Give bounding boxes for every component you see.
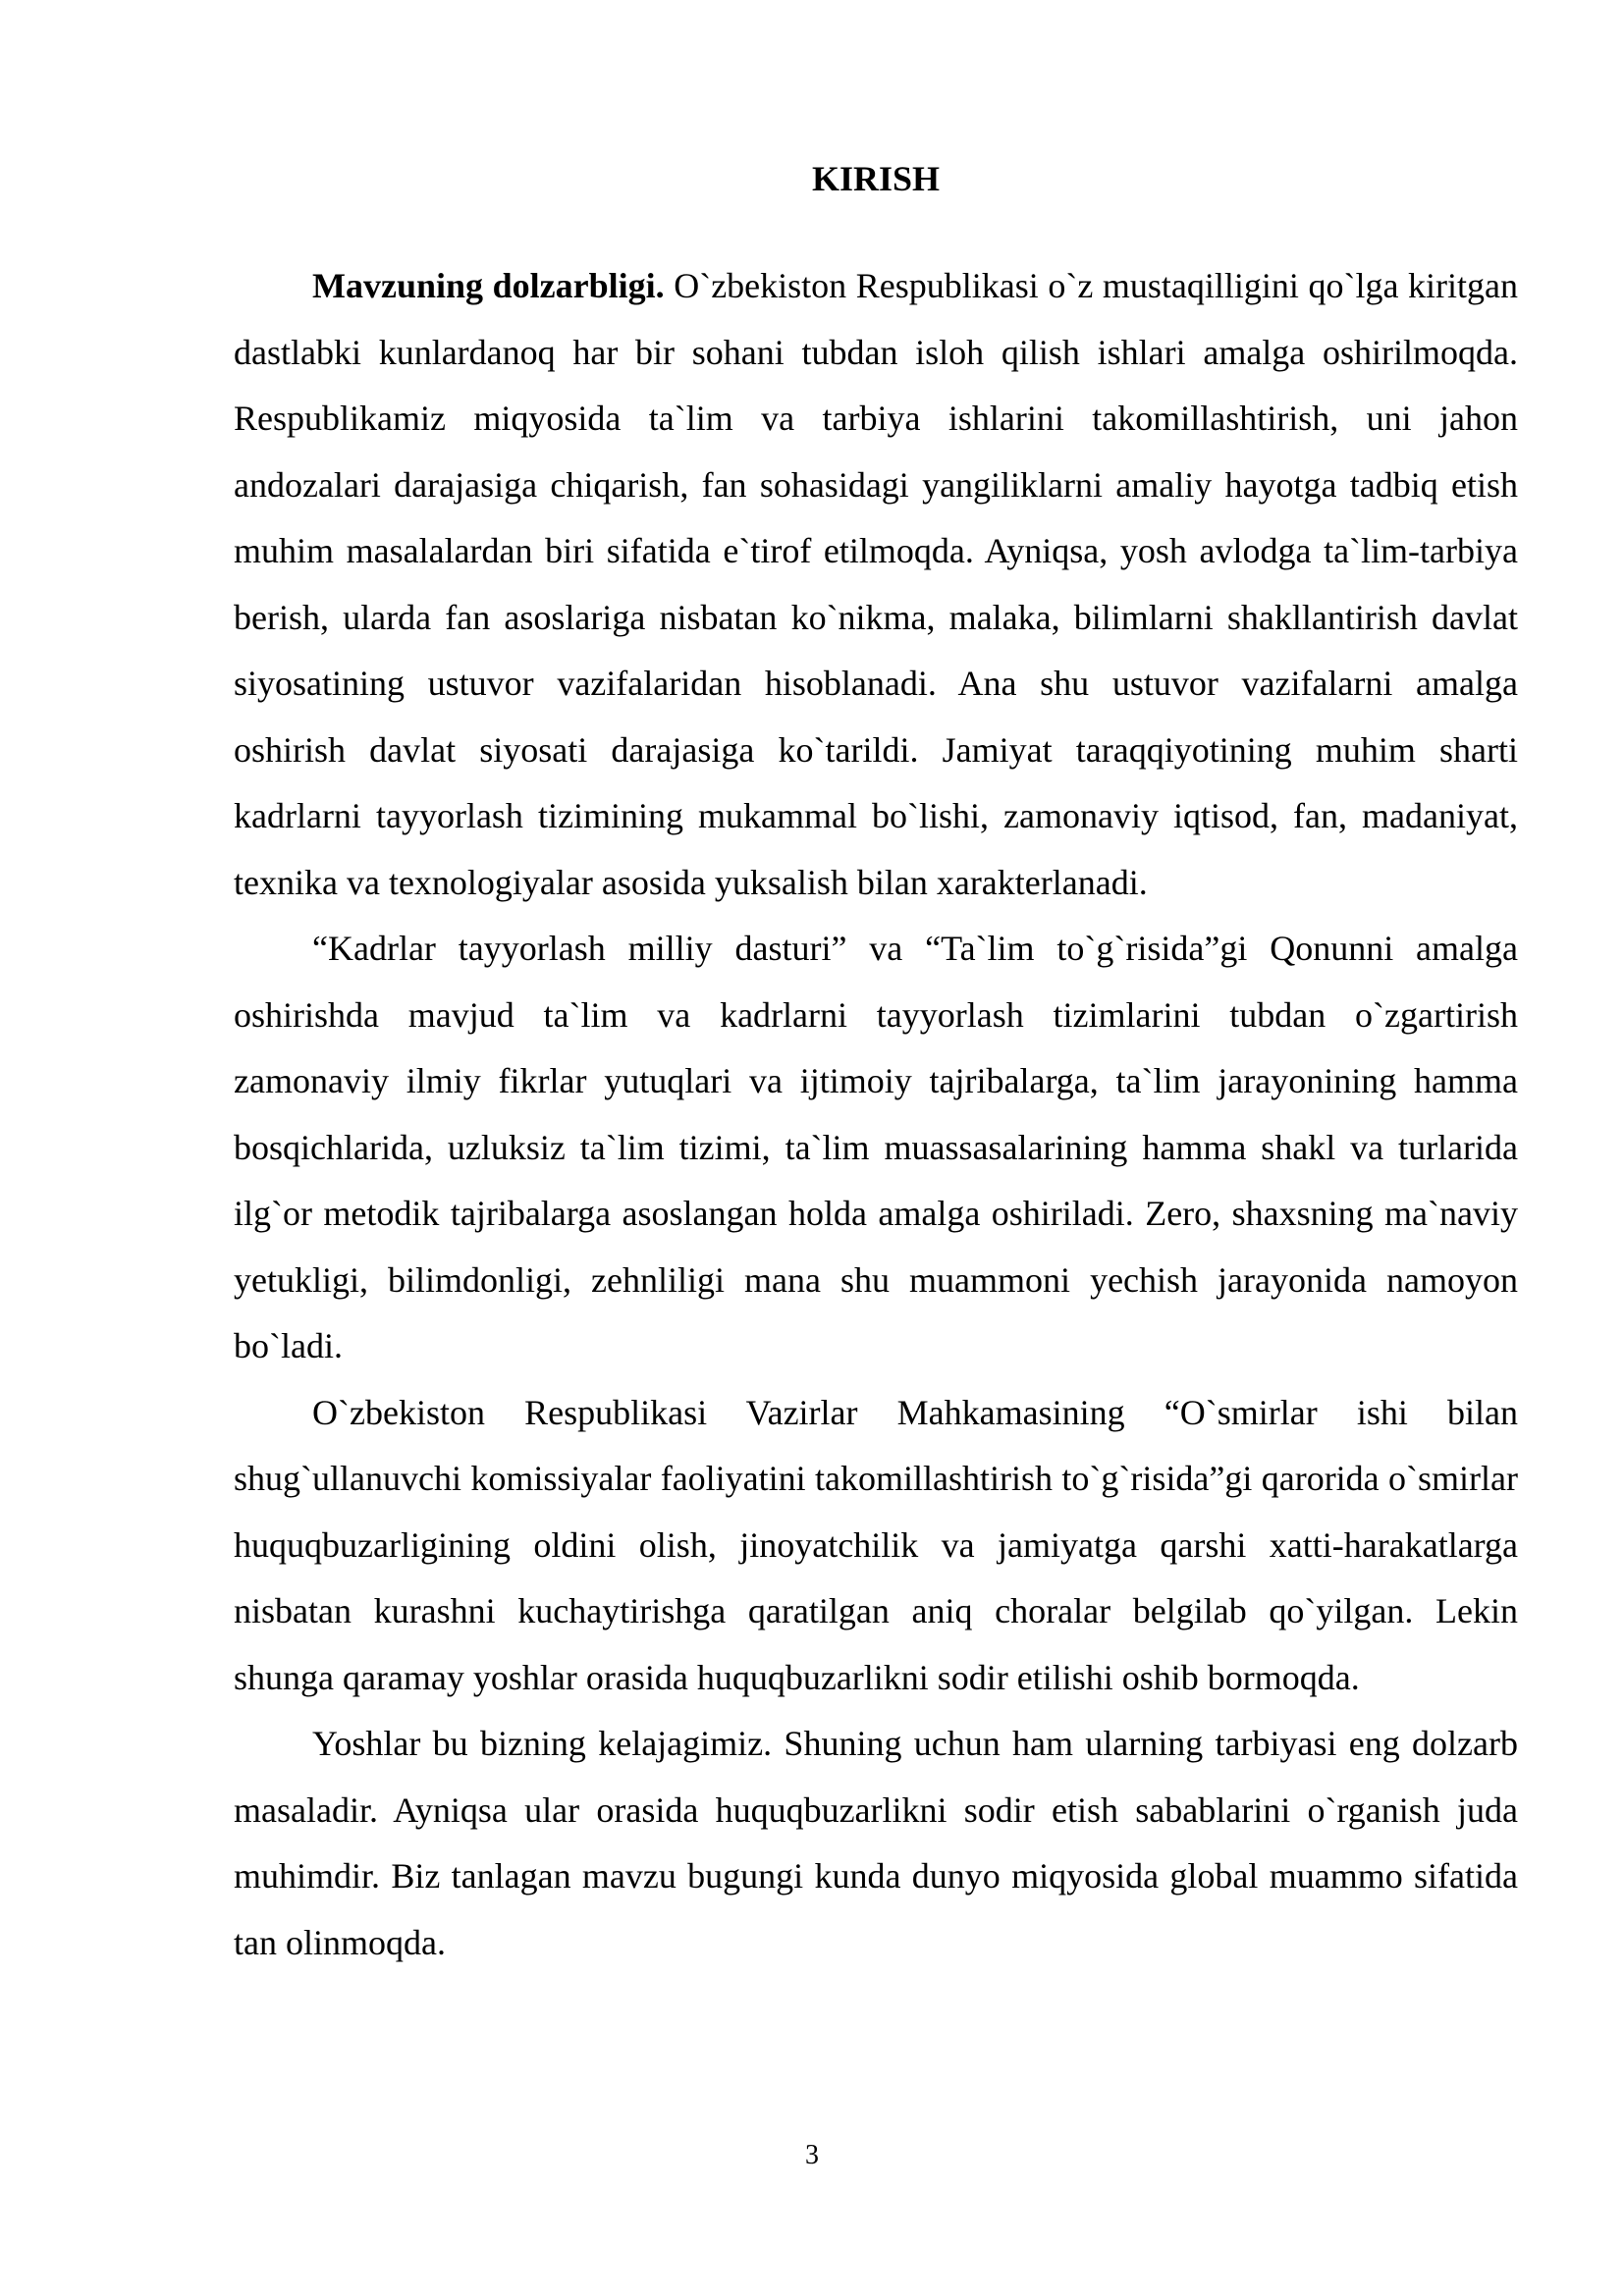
page-content — [234, 147, 1518, 1976]
paragraph-relevance — [234, 253, 1518, 916]
page-title: KIRISH — [811, 159, 941, 198]
paragraph-lead-relevance: Mavzuning dolzarbligi. — [312, 266, 665, 305]
page-number: 3 — [805, 2140, 819, 2170]
paragraph-text: O`zbekiston Respublikasi o`z mustaqilligini qo`lga kiritgan dastlabki kunlardanoq har bir sohani tubdan isloh qilish ishlari amalga oshirilmoqda. Respublikamiz miqyosida ta`lim va tarbiya ishlarini takomillashtirish, uni jahon andozalari darajasiga chiqarish, fan sohasidagi yangiliklarni amaliy hayotga tadbiq etish muhim masalalardan biri sifatida e`tirof etilmoqda. Ayniqsa, yosh avlodga ta`lim-tarbiya berish, ularda fan asoslariga nisbatan ko`nikma, malaka, bilimlarni shakllantirish davlat siyosatining ustuvor vazifalaridan hisoblanadi. Ana shu ustuvor vazifalarni amalga oshirish davlat siyosati darajasiga ko`tarildi. Jamiyat taraqqiyotining muhim sharti kadrlarni tayyorlash tizimining mukammal bo`lishi, zamonaviy iqtisod, fan, madaniyat, texnika va texnologiyalar asosida yuksalish bilan xarakterlanadi. — [234, 266, 1518, 902]
paragraph-ministers-decision: O`zbekiston Respublikasi Vazirlar Mahkamasining “O`smirlar ishi bilan shug`ullanuvchi komissiyalar faoliyatini takomillashtirish to`g`risida”gi qarorida o`smirlar huquqbuzarligining oldini olish, jinoyatchilik va jamiyatga qarshi xatti-harakatlarga nisbatan kurashni kuchaytirishga qaratilgan aniq choralar belgilab qo`yilgan. Lekin shunga qaramay yoshlar orasida huquqbuzarlikni sodir etilishi oshib bormoqda. — [234, 1392, 1518, 1697]
paragraph-education-law: “Kadrlar tayyorlash milliy dasturi” va “Ta`lim to`g`risida”gi Qonunni amalga oshirishda mavjud ta`lim va kadrlarni tayyorlash tizimlarini tubdan o`zgartirish zamonaviy ilmiy fikrlar yutuqlari va ijtimoiy tajribalarga, ta`lim jarayonining hamma bosqichlarida, uzluksiz ta`lim tizimi, ta`lim muassasalarining hamma shakl va turlarida ilg`or metodik tajribalarga asoslangan holda amalga oshiriladi. Zero, shaxsning ma`naviy yetukligi, bilimdonligi, zehnliligi mana shu muammoni yechish jarayonida namoyon bo`ladi. — [234, 929, 1518, 1365]
paragraph-youth: Yoshlar bu bizning kelajagimiz. Shuning uchun ham ularning tarbiyasi eng dolzarb masaladir. Ayniqsa ular orasida huquqbuzarlikni sodir etish sabablarini o`rganish juda muhimdir. Biz tanlagan mavzu bugungi kunda dunyo miqyosida global muammo sifatida tan olinmoqda. — [234, 1724, 1518, 1962]
